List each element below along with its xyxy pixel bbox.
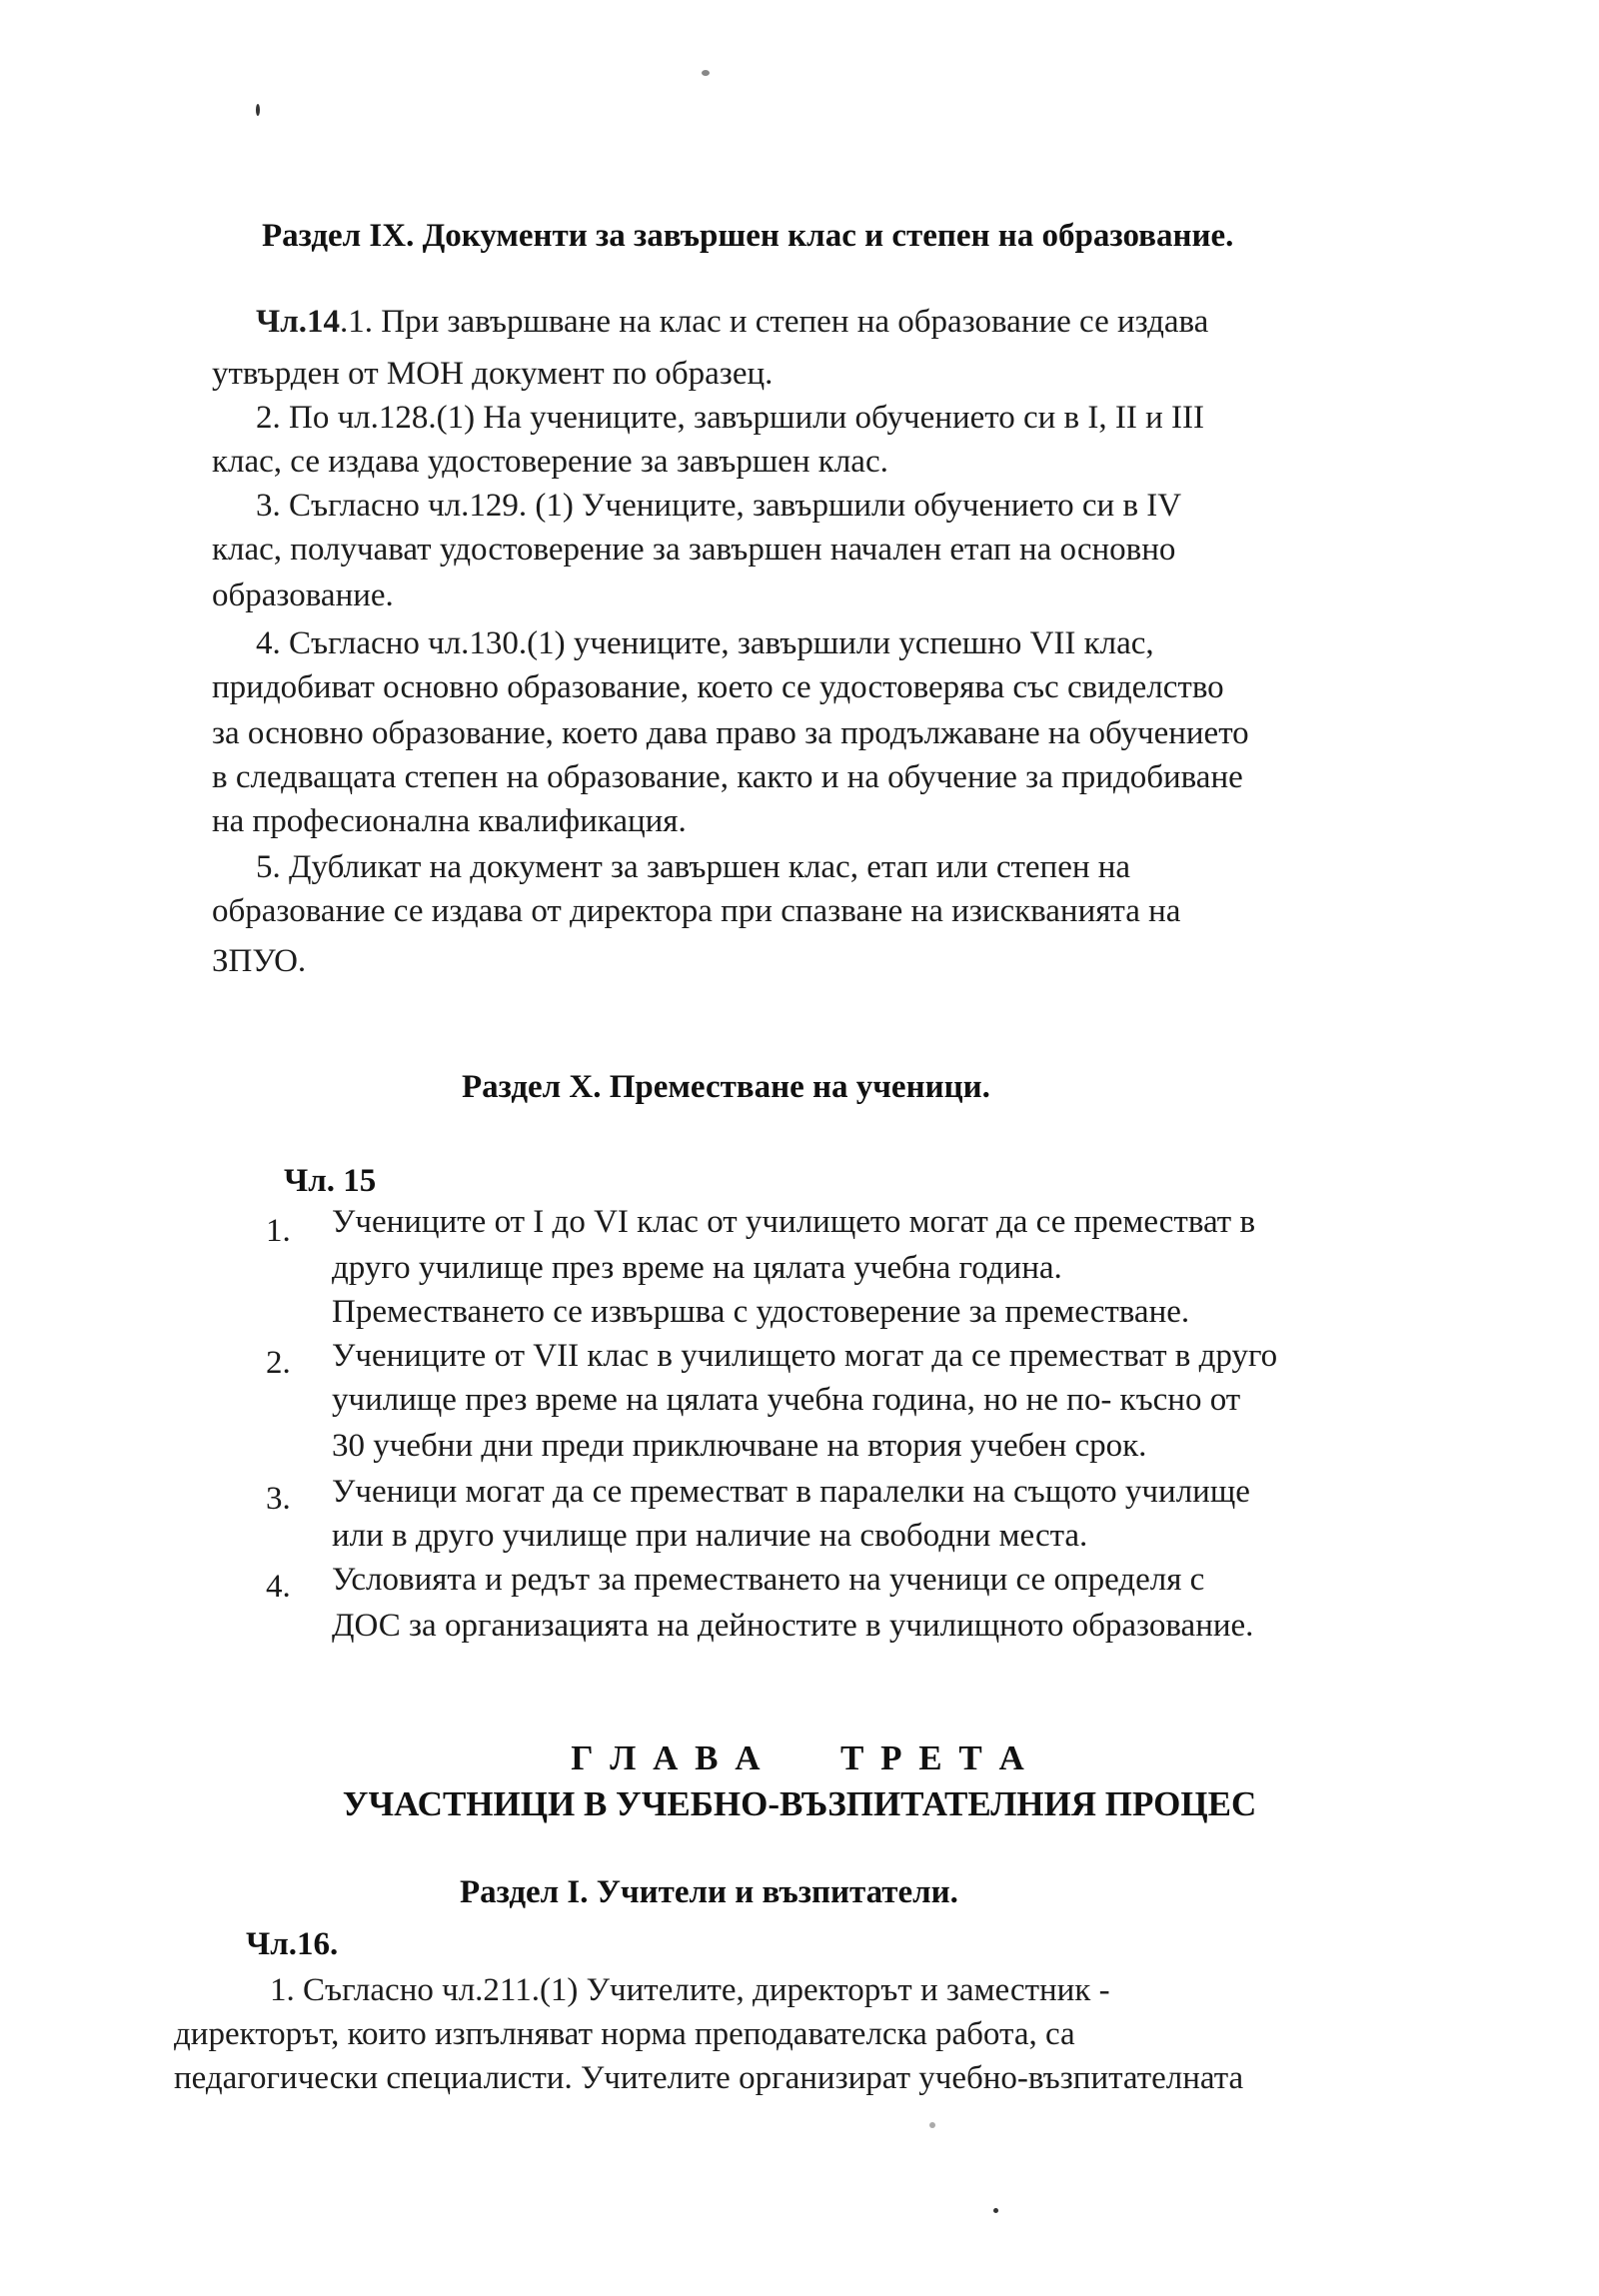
art-14-para-4-line-2: придобиват основно образование, което се удостоверява със свиделство bbox=[212, 669, 1224, 705]
art-15-label: Чл. 15 bbox=[284, 1163, 377, 1199]
scan-speck bbox=[256, 104, 260, 116]
art-15-item-1-line-2: друго училище през време на цялата учебна година. bbox=[332, 1250, 1062, 1286]
art-15-item-3-line-2: или в друго училище при наличие на свободни места. bbox=[332, 1518, 1088, 1554]
chapter-3-title: Г Л А В А Т Р Е Т А bbox=[571, 1738, 1028, 1777]
art-14-para-3-line-2: клас, получават удостоверение за завършен начален етап на основно bbox=[212, 532, 1176, 568]
art-14-para-1-line-2: утвърден от МОН документ по образец. bbox=[212, 356, 774, 392]
chapter-3-subtitle: УЧАСТНИЦИ В УЧЕБНО-ВЪЗПИТАТЕЛНИЯ ПРОЦЕС bbox=[342, 1784, 1257, 1823]
art-16-label: Чл.16. bbox=[246, 1926, 339, 1962]
scan-speck bbox=[993, 2208, 998, 2213]
art-14-label: Чл.14 bbox=[256, 304, 340, 340]
section-1-title: Раздел I. Учители и възпитатели. bbox=[460, 1874, 958, 1910]
art-15-item-4-number: 4. bbox=[266, 1569, 291, 1605]
art-14-para-1: Чл.14.1. При завършване на клас и степен на образование се издава bbox=[256, 304, 1209, 340]
art-15-item-2-number: 2. bbox=[266, 1345, 291, 1381]
art-15-item-2-line-1: Учениците от VII клас в училището могат да се преместват в друго bbox=[332, 1338, 1278, 1374]
art-15-item-2-line-3: 30 учебни дни преди приключване на втория учебен срок. bbox=[332, 1428, 1147, 1464]
art-14-para-2-line-1: 2. По чл.128.(1) На учениците, завършили обучението си в I, II и III bbox=[256, 400, 1204, 436]
art-14-para-4-line-1: 4. Съгласно чл.130.(1) учениците, завършили успешно VII клас, bbox=[256, 625, 1154, 661]
art-15-item-3-number: 3. bbox=[266, 1481, 291, 1517]
art-15-item-4-line-2: ДОС за организацията на дейностите в училищното образование. bbox=[332, 1608, 1254, 1644]
art-15-item-2-line-2: училище през време на цялата учебна година, но не по- късно от bbox=[332, 1382, 1241, 1418]
art-15-item-1-number: 1. bbox=[266, 1213, 291, 1249]
art-14-para-3-line-3: образование. bbox=[212, 577, 394, 613]
art-16-para-1-line-1: 1. Съгласно чл.211.(1) Учителите, директорът и заместник - bbox=[270, 1972, 1110, 2008]
art-14-para-4-line-4: в следващата степен на образование, както и на обучение за придобиване bbox=[212, 759, 1243, 795]
scan-speck bbox=[929, 2122, 935, 2128]
scan-speck bbox=[702, 70, 710, 76]
art-14-para-4-line-5: на професионална квалификация. bbox=[212, 803, 687, 839]
art-15-item-1-line-1: Учениците от I до VI клас от училището могат да се преместват в bbox=[332, 1204, 1256, 1240]
art-14-para-5-line-1: 5. Дубликат на документ за завършен клас, етап или степен на bbox=[256, 849, 1131, 885]
art-14-para-4-line-3: за основно образование, което дава право за продължаване на обучението bbox=[212, 715, 1249, 751]
art-14-para-5-line-3: ЗПУО. bbox=[212, 943, 307, 979]
art-16-para-1-line-2: директорът, които изпълняват норма преподавателска работа, са bbox=[174, 2016, 1075, 2052]
section-10-title: Раздел X. Преместване на ученици. bbox=[462, 1069, 990, 1105]
art-14-para-5-line-2: образование се издава от директора при спазване на изискванията на bbox=[212, 893, 1181, 929]
art-15-item-3-line-1: Ученици могат да се преместват в паралелки на същото училище bbox=[332, 1474, 1250, 1510]
section-9-title: Раздел IX. Документи за завършен клас и степен на образование. bbox=[262, 218, 1234, 254]
art-14-para-3-line-1: 3. Съгласно чл.129. (1) Учениците, завършили обучението си в IV bbox=[256, 488, 1182, 524]
art-15-item-4-line-1: Условията и редът за преместването на ученици се определя с bbox=[332, 1562, 1205, 1598]
art-14-para-2-line-2: клас, се издава удостоверение за завършен клас. bbox=[212, 444, 888, 480]
art-15-item-1-line-3: Преместването се извършва с удостоверение за преместване. bbox=[332, 1294, 1190, 1330]
art-16-para-1-line-3: педагогически специалисти. Учителите организират учебно-възпитателната bbox=[174, 2060, 1244, 2096]
